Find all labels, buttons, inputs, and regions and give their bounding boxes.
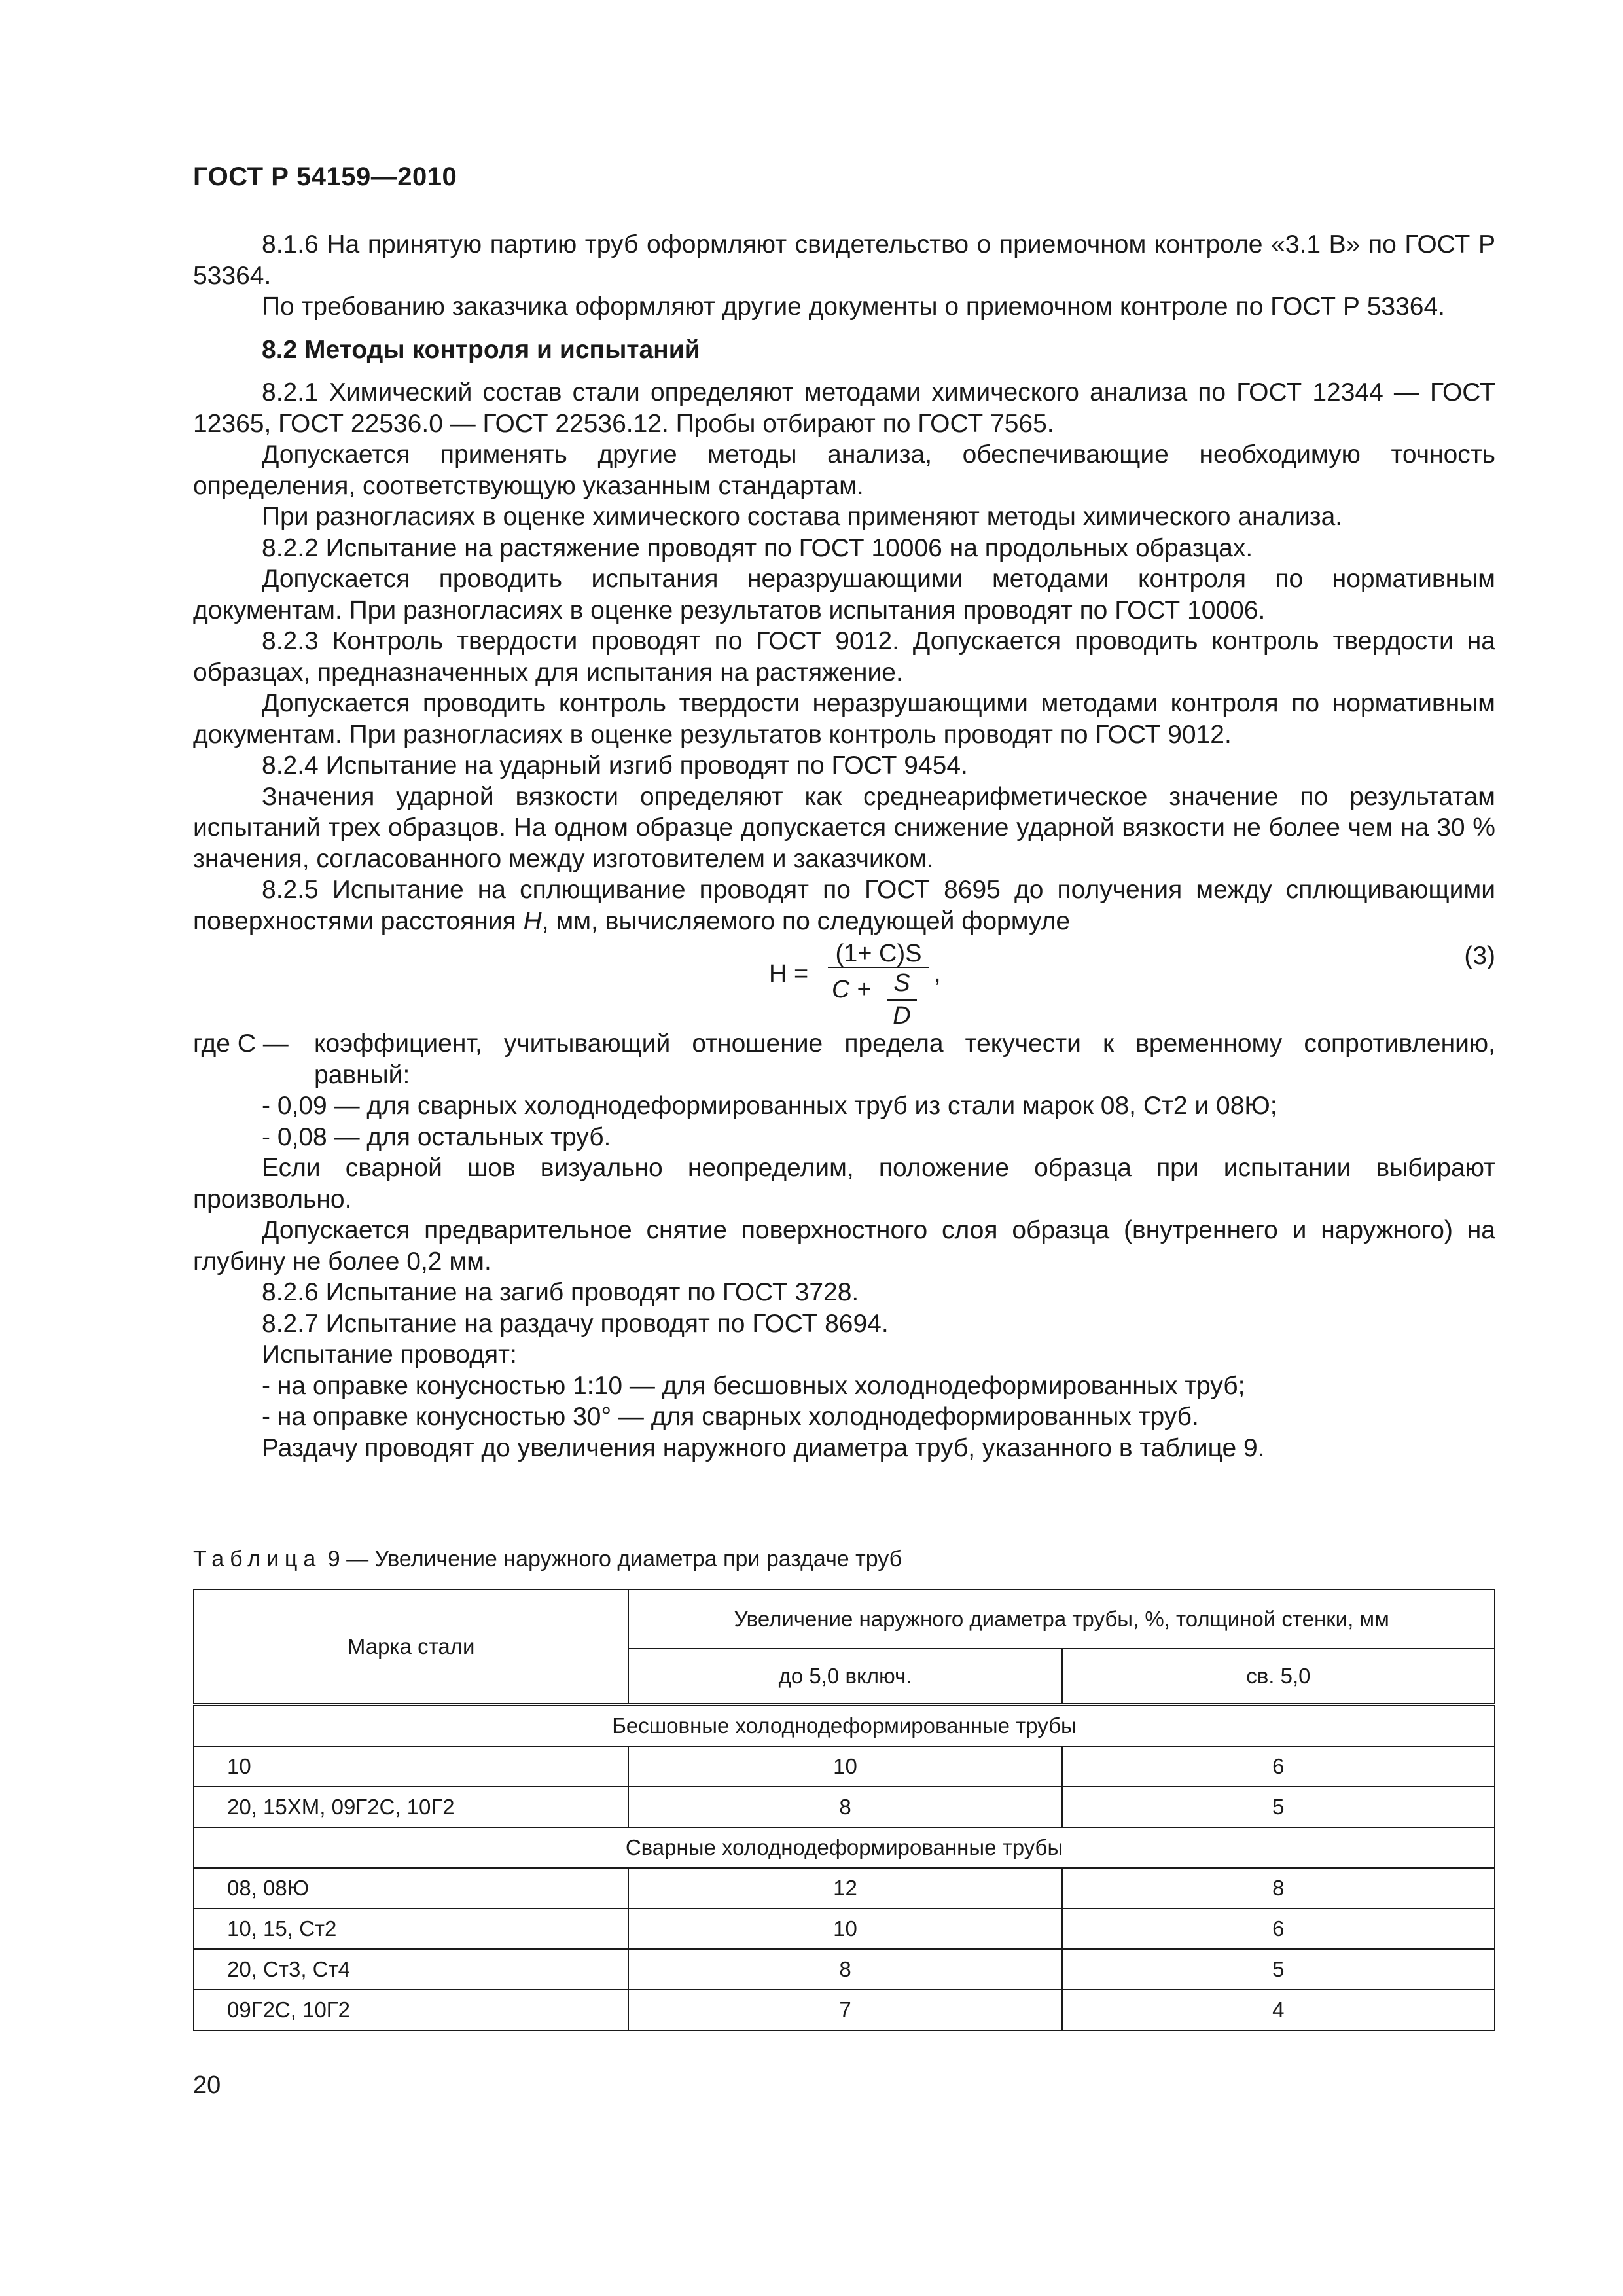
cell-value-1: 12	[628, 1868, 1061, 1909]
paragraph: Испытание проводят:	[262, 1340, 517, 1369]
paragraph: Если сварной шов визуально неопределим, положение образца при испытании выбирают произвольно.	[193, 1154, 1495, 1213]
table-caption	[193, 1547, 902, 1572]
column-header-sub1: до 5,0 включ.	[628, 1649, 1061, 1705]
cell-value-1: 8	[628, 1949, 1061, 1990]
cell-value-1: 7	[628, 1990, 1061, 2030]
cell-mark: 10, 15, Ст2	[194, 1909, 628, 1949]
column-header-mark: Марка стали	[194, 1590, 628, 1705]
paragraph: 8.2.6 Испытание на загиб проводят по ГОСТ 3728.	[262, 1278, 859, 1306]
paragraph: Допускается применять другие методы анализа, обеспечивающие необходимую точность определения, соответствующую указанным стандартам.	[193, 440, 1495, 500]
paragraph: При разногласиях в оценке химического состава применяют методы химического анализа.	[262, 503, 1343, 531]
cell-mark: 08, 08Ю	[194, 1868, 628, 1909]
where-label: где C —	[193, 1030, 289, 1058]
paragraph: По требованию заказчика оформляют другие документы о приемочном контроле по ГОСТ Р 53364.	[262, 293, 1446, 321]
group-title: Сварные холоднодеформированные трубы	[194, 1827, 1495, 1868]
paragraph: Допускается предварительное снятие поверхностного слоя образца (внутреннего и наружного) на глубину не более 0,2 мм.	[193, 1216, 1495, 1276]
equation-number: (3)	[1464, 942, 1495, 970]
list-item: - 0,08 — для остальных труб.	[262, 1122, 611, 1151]
formula-numerator: (1+ C)S	[835, 940, 922, 967]
group-title: Бесшовные холоднодеформированные трубы	[194, 1705, 1495, 1747]
formula-fraction	[828, 940, 929, 1030]
where-text: коэффициент, учитывающий отношение предела текучести к временному сопротивлению, равный:	[314, 1030, 1495, 1089]
document-code-header: ГОСТ Р 54159—2010	[193, 162, 457, 191]
formula-inner-denominator: D	[893, 1001, 911, 1030]
cell-value-1: 10	[628, 1746, 1061, 1787]
where-clause	[193, 1028, 1495, 1090]
paragraph: 8.2.3 Контроль твердости проводят по ГОСТ 9012. Допускается проводить контроль твердости на образцах, предназначенных для испытания на растяжение.	[193, 627, 1495, 687]
paragraph-8-2-5-tail: мм, вычисляемого по следующей формуле	[548, 906, 1071, 935]
formula-denominator	[828, 968, 929, 1030]
page-number: 20	[193, 2072, 221, 2099]
cell-value-1: 10	[628, 1909, 1061, 1949]
paragraph: 8.2.2 Испытание на растяжение проводят по ГОСТ 10006 на продольных образцах.	[262, 533, 1253, 562]
section-heading: 8.2 Методы контроля и испытаний	[262, 335, 700, 364]
table-caption-text: 9 — Увеличение наружного диаметра при раздаче труб	[321, 1547, 902, 1571]
cell-mark: 20, 15ХМ, 09Г2С, 10Г2	[194, 1787, 628, 1827]
cell-value-2: 5	[1062, 1949, 1495, 1990]
paragraph-8-2-5: 8.2.5 Испытание на сплющивание проводят по ГОСТ 8695 до получения между сплющивающими поверхностями расстояния H, мм, вычисляемого по следующей формуле	[193, 876, 1495, 935]
paragraph: 8.2.1 Химический состав стали определяют методами химического анализа по ГОСТ 12344 — ГОСТ 12365, ГОСТ 22536.0 — ГОСТ 22536.12. Пробы отбирают по ГОСТ 7565.	[193, 378, 1495, 438]
table-row	[194, 1787, 1495, 1827]
list-item: - на оправке конусностью 30° — для сварных холоднодеформированных труб.	[262, 1403, 1199, 1431]
formula-lhs: H =	[769, 960, 809, 988]
paragraph-8-2-5-text: 8.2.5 Испытание на сплющивание проводят по ГОСТ 8695 до получения между сплющивающими поверхностями расстояния	[193, 876, 1495, 935]
formula-3	[193, 937, 1495, 1028]
formula-inner-fraction	[887, 968, 917, 1031]
table-group-row	[194, 1705, 1495, 1747]
table-row	[194, 1868, 1495, 1909]
formula-comma: ,	[934, 960, 941, 988]
table-9	[193, 1589, 1495, 2031]
column-header-sub2: св. 5,0	[1062, 1649, 1495, 1705]
paragraph: 8.2.7 Испытание на раздачу проводят по ГОСТ 8694.	[262, 1309, 889, 1338]
column-header-group: Увеличение наружного диаметра трубы, %, толщиной стенки, мм	[628, 1590, 1495, 1649]
list-item: - на оправке конусностью 1:10 — для бесшовных холоднодеформированных труб;	[262, 1371, 1245, 1400]
paragraph: Допускается проводить испытания неразрушающими методами контроля по нормативным документам. При разногласиях в оценке результатов испытания проводят по ГОСТ 10006.	[193, 565, 1495, 624]
paragraph: Раздачу проводят до увеличения наружного диаметра труб, указанного в таблице 9.	[262, 1433, 1265, 1462]
paragraph: Допускается проводить контроль твердости неразрушающими методами контроля по нормативным документам. При разногласиях в оценке результатов контроль проводят по ГОСТ 9012.	[193, 689, 1495, 749]
cell-mark: 20, Ст3, Ст4	[194, 1949, 628, 1990]
table-row	[194, 1949, 1495, 1990]
cell-value-1: 8	[628, 1787, 1061, 1827]
cell-value-2: 6	[1062, 1746, 1495, 1787]
cell-mark: 09Г2С, 10Г2	[194, 1990, 628, 2030]
cell-value-2: 6	[1062, 1909, 1495, 1949]
paragraph: 8.2.4 Испытание на ударный изгиб проводят по ГОСТ 9454.	[262, 751, 968, 780]
table-group-row	[194, 1827, 1495, 1868]
table-row	[194, 1909, 1495, 1949]
table-row	[194, 1990, 1495, 2030]
cell-value-2: 4	[1062, 1990, 1495, 2030]
cell-mark: 10	[194, 1746, 628, 1787]
cell-value-2: 8	[1062, 1868, 1495, 1909]
paragraph: Значения ударной вязкости определяют как среднеарифметическое значение по результатам испытаний трех образцов. На одном образце допускается снижение ударной вязкости не более чем на 30 % значения, согласованного между изготовителем и заказчиком.	[193, 782, 1495, 873]
formula-denominator-c: C +	[832, 976, 872, 1003]
cell-value-2: 5	[1062, 1787, 1495, 1827]
formula-inner-numerator: S	[893, 969, 910, 997]
paragraph: 8.1.6 На принятую партию труб оформляют свидетельство о приемочном контроле «3.1 В» по ГОСТ Р 53364.	[193, 230, 1495, 290]
table-caption-label: Таблица	[193, 1547, 322, 1571]
list-item: - 0,09 — для сварных холоднодеформированных труб из стали марок 08, Ст2 и 08Ю;	[262, 1092, 1277, 1120]
document-body	[193, 229, 1495, 1463]
variable-h: H	[523, 906, 542, 935]
table-row	[194, 1746, 1495, 1787]
table-header-row	[194, 1590, 1495, 1649]
